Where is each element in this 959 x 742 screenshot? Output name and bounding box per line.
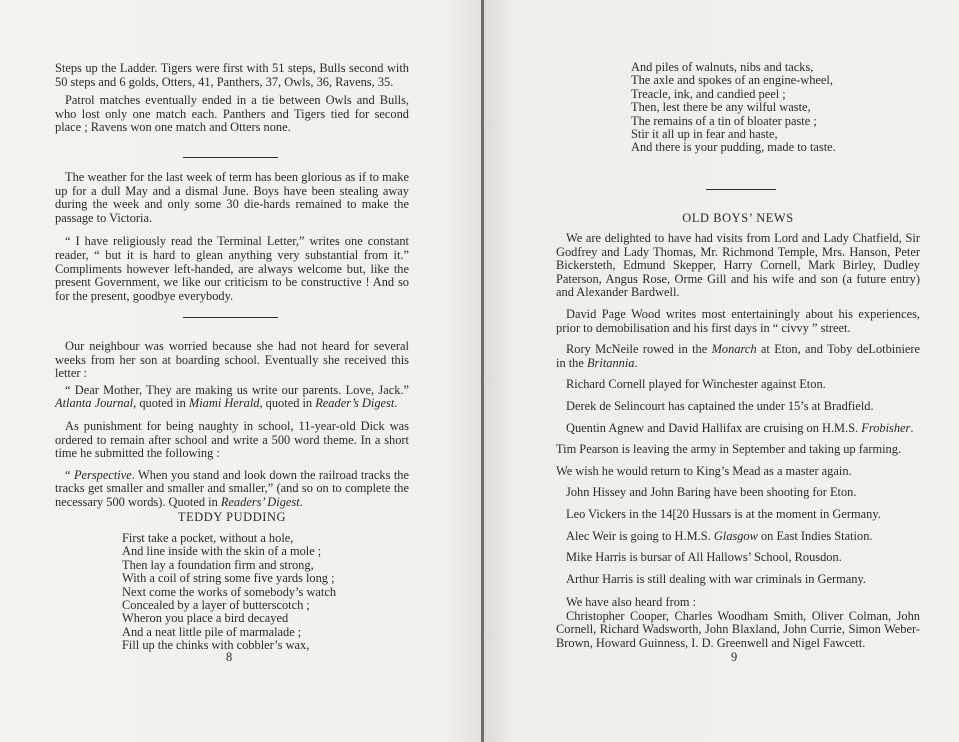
ship-name: Glasgow — [713, 528, 758, 543]
section-divider — [183, 317, 278, 318]
poem-title: TEDDY PUDDING — [177, 510, 287, 524]
news-item: Derek de Selincourt has captained the under 15’s at Bradfield. — [566, 398, 874, 413]
text-fragment: on East Indies Station. — [757, 528, 873, 543]
weather-section — [55, 171, 409, 303]
text-fragment: Quentin Agnew and David Hallifax are cruising on H.M.S. — [566, 420, 862, 435]
text-fragment: . — [634, 355, 638, 370]
news-item: Arthur Harris is still dealing with war criminals in Germany. — [566, 571, 866, 586]
news-item: Mike Harris is bursar of All Hallows’ School, Rousdon. — [566, 550, 842, 565]
text-fragment: , quoted in — [133, 396, 189, 411]
quote-text: “ Dear Mother, They are making us write our parents. Love, Jack.” — [65, 382, 409, 397]
source-title: Reader’s Digest — [315, 396, 395, 411]
news-item: We have also heard from : — [566, 595, 697, 610]
text-fragment: . When you stand and look down the railroad tracks the tracks get smaller and smaller and smaller,” (and so on to complete the necessary 500 words). Quoted in — [55, 467, 410, 509]
poem-verse-left — [122, 532, 422, 653]
boat-name: Monarch — [711, 342, 757, 357]
news-item: Tim Pearson is leaving the army in September and taking up farming. — [556, 442, 902, 457]
news-item: David Page Wood writes most entertainingly about his experiences, prior to demobilisation and his first days in “ civvy ” street. — [556, 306, 920, 335]
poem-line: Treacle, ink, and candied peel ; — [631, 86, 786, 101]
paragraph-terminal-letter: “ I have religiously read the Terminal Letter,” writes one constant reader, “ but it is hard to glean anything very substantial from it.” Compliments however left-handed, are always welcome but, like the present Government, we like our criticism to be constructive ! And so for the present, goodbye everybody. — [55, 234, 409, 303]
text-fragment: “ — [65, 467, 74, 482]
poem-line: And piles of walnuts, nibs and tacks, — [631, 60, 814, 74]
paragraph-patrol-matches: Patrol matches eventually ended in a tie between Owls and Bulls, who lost only one match each. Panthers and Tigers tied for second place ; Ravens won one match and Otters none. — [55, 93, 409, 135]
text-fragment: Rory McNeile rowed in the — [566, 342, 712, 357]
news-item: Leo Vickers in the 14[20 Hussars is at the moment in Germany. — [566, 506, 881, 521]
paragraph-dear-mother — [55, 384, 409, 411]
old-boys-news — [556, 232, 920, 651]
right-page — [484, 0, 959, 742]
boat-name: Britannia — [586, 355, 635, 370]
news-item: We are delighted to have had visits from Lord and Lady Chatfield, Sir Godfrey and Lady Thomas, Mr. Richmond Temple, Mrs. Hanson, Peter Bickersteth, Edmund Skepper, Harry Cornell, Mark Birley, Dudley Paterson, Angus Rose, Orme Gill and his wife and son (a future entry) and Alexander Bardwell. — [556, 231, 920, 300]
poem-line: And there is your pudding, made to taste. — [631, 140, 836, 155]
poem-line: Then, lest there be any wilful waste, — [631, 100, 811, 115]
poem-line: Wheron you place a bird decayed — [122, 611, 289, 626]
poem-line: The axle and spokes of an engine-wheel, — [631, 73, 833, 88]
paragraph-ladder: Steps up the Ladder. Tigers were first with 51 steps, Bulls second with 50 steps and 6 golds, Otters, 41, Panthers, 37, Owls, 36, Ravens, 35. — [55, 61, 409, 89]
poem-line: And line inside with the skin of a mole ; — [122, 544, 322, 559]
news-item: Richard Cornell played for Winchester against Eton. — [566, 377, 826, 392]
paragraph-weather: The weather for the last week of term has been glorious as if to make up for a dull May and a dismal June. Boys have been stealing away during the week and only some 30 die-hards remained to make the passage to Victoria. — [55, 170, 409, 225]
paragraph-punishment: As punishment for being naughty in school, 11-year-old Dick was ordered to remain after school and write a 500 word theme. In a short time he submitted the following : — [55, 418, 409, 461]
poem-line: Concealed by a layer of butterscotch ; — [122, 598, 310, 613]
anecdotes-section — [55, 340, 409, 510]
ladder-results — [55, 62, 409, 135]
text-fragment: , quoted in — [259, 396, 316, 411]
news-item: We wish he would return to King’s Mead as a master again. — [556, 463, 852, 478]
page-number: 8 — [226, 650, 233, 664]
poem-line: Next come the works of somebody’s watch — [122, 584, 337, 599]
poem-line: And a neat little pile of marmalade ; — [122, 624, 302, 639]
theme-title: Perspective — [73, 467, 132, 482]
poem-line: Then lay a foundation firm and strong, — [122, 557, 314, 572]
poem-line: Fill up the chinks with cobbler’s wax, — [122, 638, 310, 653]
section-divider — [706, 189, 776, 190]
news-item — [556, 530, 920, 544]
source-title: Miami Herald — [188, 396, 260, 411]
source-title: Atlanta Journal — [55, 396, 134, 411]
text-fragment: . — [299, 494, 303, 509]
section-title-old-boys-news: OLD BOYS’ NEWS — [682, 211, 794, 225]
text-fragment: . — [394, 396, 398, 411]
text-fragment: at Eton, and Toby deLotbiniere in the — [556, 342, 921, 370]
poem-verse-right — [631, 61, 941, 155]
ship-name: Frobisher — [861, 420, 911, 435]
poem-line: Stir it all up in fear and haste, — [631, 127, 778, 142]
poem-line: First take a pocket, without a hole, — [122, 531, 294, 545]
news-item-names: Christopher Cooper, Charles Woodham Smith, Oliver Colman, John Cornell, Richard Wadsworth, John Blaxland, John Currie, Simon Weber-Brown, Howard Guinness, I. D. Greenwell and Nigel Fawcett. — [556, 608, 920, 651]
poem-line: With a coil of string some five yards long ; — [122, 571, 335, 586]
source-title: Readers’ Digest — [220, 494, 300, 509]
news-item: John Hissey and John Baring have been shooting for Eton. — [566, 485, 857, 500]
paragraph-neighbour: Our neighbour was worried because she had not heard for several weeks from her son at boarding school. Eventually she received this letter : — [55, 339, 409, 381]
text-fragment: . — [910, 420, 914, 435]
text-fragment: Alec Weir is going to H.M.S. — [566, 528, 714, 543]
paragraph-perspective — [55, 469, 409, 510]
poem-line: The remains of a tin of bloater paste ; — [631, 113, 817, 128]
page-number: 9 — [731, 650, 738, 664]
section-divider — [183, 157, 278, 158]
news-item — [556, 422, 920, 436]
news-item — [556, 343, 920, 370]
